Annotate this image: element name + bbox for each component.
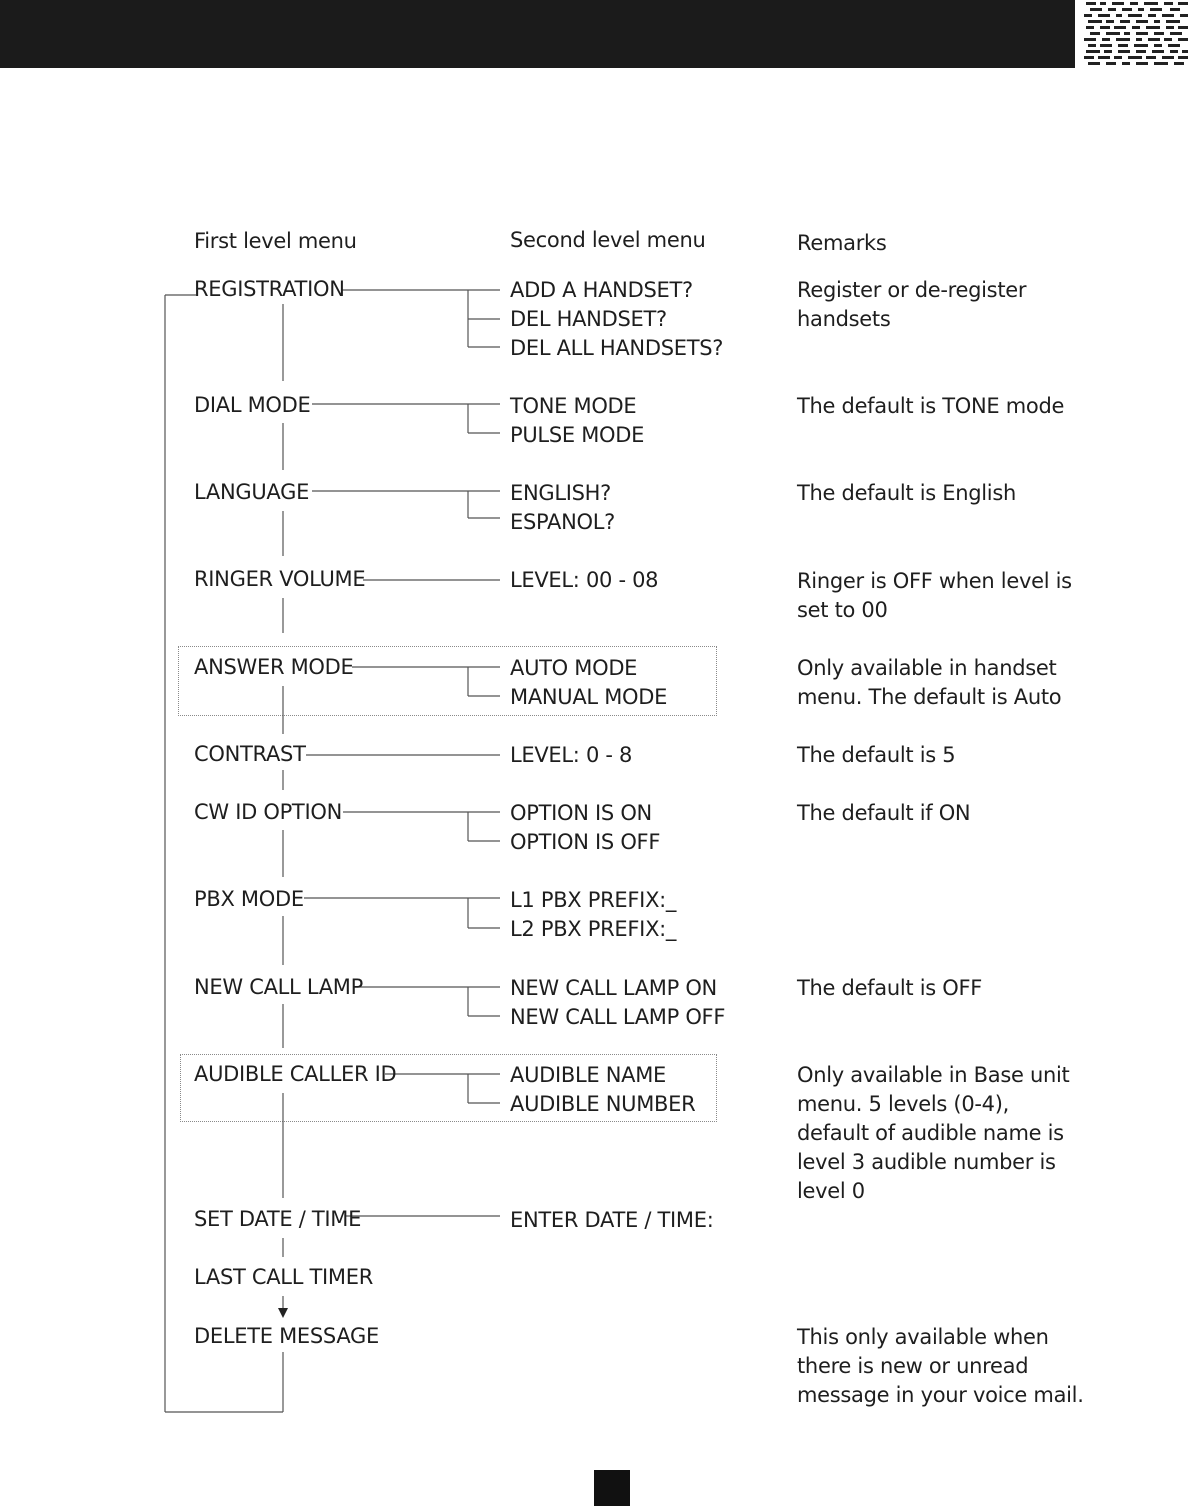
second-level-item: DEL ALL HANDSETS? [510, 336, 724, 360]
second-level-item: NEW CALL LAMP OFF [510, 1005, 726, 1029]
remark-line: menu. 5 levels (0-4), [797, 1092, 1009, 1116]
first-level-item-new-call-lamp: NEW CALL LAMP [194, 975, 363, 999]
remark-line: message in your voice mail. [797, 1383, 1084, 1407]
first-level-item-audible-caller-id: AUDIBLE CALLER ID [194, 1062, 397, 1086]
second-level-item: L1 PBX PREFIX:_ [510, 888, 677, 912]
first-level-item-last-call-timer: LAST CALL TIMER [194, 1265, 373, 1289]
second-level-item: ENGLISH? [510, 481, 612, 505]
second-level-item: AUDIBLE NUMBER [510, 1092, 696, 1116]
remark-line: default of audible name is [797, 1121, 1064, 1145]
first-level-item-dial-mode: DIAL MODE [194, 393, 311, 417]
down-arrow-icon [278, 1308, 288, 1318]
first-level-item-cw-id-option: CW ID OPTION [194, 800, 342, 824]
remark-line: menu. The default is Auto [797, 685, 1062, 709]
second-level-item: L2 PBX PREFIX:_ [510, 917, 677, 941]
first-level-item-contrast: CONTRAST [194, 742, 306, 766]
remark-line: there is new or unread [797, 1354, 1029, 1378]
second-level-item: NEW CALL LAMP ON [510, 976, 717, 1000]
second-level-item: ADD A HANDSET? [510, 278, 693, 302]
second-level-item: LEVEL: 00 - 08 [510, 568, 659, 592]
remarks-header: Remarks [797, 231, 887, 255]
second-level-header: Second level menu [510, 228, 706, 252]
second-level-item: MANUAL MODE [510, 685, 668, 709]
remark-line: Only available in Base unit [797, 1063, 1070, 1087]
first-level-item-ringer-volume: RINGER VOLUME [194, 567, 366, 591]
second-level-item: LEVEL: 0 - 8 [510, 743, 633, 767]
remark-line: The default is OFF [797, 976, 983, 1000]
first-level-header: First level menu [194, 229, 357, 253]
remark-line: The default is 5 [797, 743, 956, 767]
second-level-item: ENTER DATE / TIME: [510, 1208, 714, 1232]
remark-line: The default if ON [797, 801, 971, 825]
second-level-item: OPTION IS ON [510, 801, 652, 825]
first-level-item-pbx-mode: PBX MODE [194, 887, 304, 911]
remark-line: handsets [797, 307, 891, 331]
remark-line: Register or de-register [797, 278, 1027, 302]
second-level-item: AUTO MODE [510, 656, 638, 680]
remark-line: The default is TONE mode [797, 394, 1065, 418]
second-level-item: ESPANOL? [510, 510, 615, 534]
first-level-item-language: LANGUAGE [194, 480, 310, 504]
remark-line: This only available when [797, 1325, 1049, 1349]
remark-line: Only available in handset [797, 656, 1057, 680]
second-level-item: OPTION IS OFF [510, 830, 661, 854]
second-level-item: AUDIBLE NAME [510, 1063, 667, 1087]
remark-line: set to 00 [797, 598, 888, 622]
remark-line: level 0 [797, 1179, 865, 1203]
remark-line: Ringer is OFF when level is [797, 569, 1072, 593]
second-level-item: DEL HANDSET? [510, 307, 667, 331]
first-level-item-answer-mode: ANSWER MODE [194, 655, 354, 679]
first-level-item-registration: REGISTRATION [194, 277, 345, 301]
first-level-item-set-date-time: SET DATE / TIME [194, 1207, 362, 1231]
second-level-item: TONE MODE [510, 394, 637, 418]
remark-line: level 3 audible number is [797, 1150, 1056, 1174]
page-number-tab [594, 1470, 630, 1506]
second-level-item: PULSE MODE [510, 423, 645, 447]
remark-line: The default is English [797, 481, 1016, 505]
first-level-item-delete-message: DELETE MESSAGE [194, 1324, 379, 1348]
